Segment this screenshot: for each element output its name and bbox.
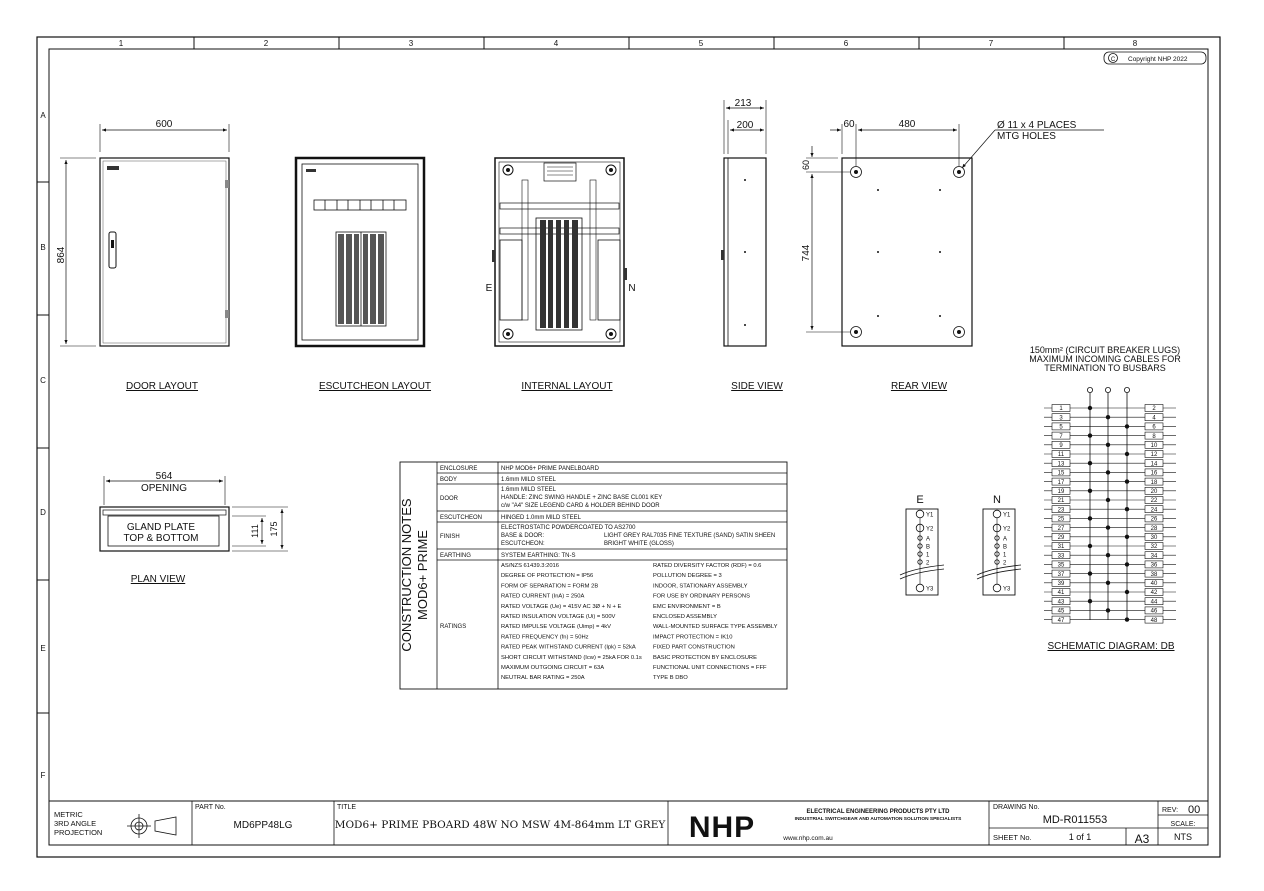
rating-left-item: RATED FREQUENCY (fn) = 50Hz (501, 634, 589, 641)
rating-left-item: RATED IMPULSE VOLTAGE (Uimp) = 4kV (501, 624, 612, 631)
rating-left-item: AS/NZS 61439.3:2016 (501, 563, 560, 569)
notes-value: BRIGHT WHITE (GLOSS) (604, 541, 674, 547)
title-label: TITLE (337, 804, 357, 811)
plan-view (100, 471, 288, 585)
company-website: www.nhp.com.au (783, 835, 833, 842)
bus-connection (1125, 535, 1129, 539)
col-label: 5 (698, 39, 704, 48)
bus-connection (1125, 590, 1129, 594)
bus-connection (1125, 479, 1129, 483)
circuit-number: 6 (1152, 424, 1156, 431)
copyright-text: Copyright NHP 2022 (1128, 56, 1188, 63)
schematic-diagram (1029, 345, 1181, 652)
circuit-number: 15 (1057, 470, 1065, 477)
circuit-number: 26 (1150, 516, 1158, 523)
notes-value: BASE & DOOR: (501, 533, 545, 539)
circuit-number: 46 (1150, 608, 1158, 615)
row-label: C (40, 376, 46, 385)
rating-right-item: FIXED PART CONSTRUCTION (653, 644, 735, 651)
construction-notes (399, 462, 787, 689)
side-view (721, 98, 783, 392)
notes-key: ENCLOSURE (440, 466, 478, 472)
door-layout-label: DOOR LAYOUT (125, 381, 199, 392)
circuit-number: 39 (1057, 581, 1065, 587)
circuit-number: 14 (1150, 461, 1158, 468)
row-label: A (40, 111, 46, 120)
part-no-value: MD6PP48LG (233, 820, 293, 831)
col-label: 2 (263, 39, 269, 48)
bus-connection (1106, 443, 1110, 447)
rating-left-item: RATED INSULATION VOLTAGE (Ui) = 500V (501, 614, 616, 620)
notes-key: FINISH (440, 534, 460, 540)
rear-width-dim: 480 (898, 119, 916, 130)
rating-left-item: MAXIMUM OUTGOING CIRCUIT = 63A (501, 665, 605, 671)
rev-label: REV: (1162, 807, 1179, 814)
cables-note-line: 150mm² (CIRCUIT BREAKER LUGS) (1029, 345, 1181, 355)
notes-key: ESCUTCHEON (440, 515, 483, 521)
circuit-number: 40 (1150, 581, 1158, 587)
bus-connection (1088, 544, 1092, 548)
bus-connection (1088, 571, 1092, 575)
internal-layout-view (486, 158, 636, 392)
part-no-label: PART No. (195, 804, 226, 811)
bus-connection (1125, 562, 1129, 566)
notes-value: LIGHT GREY RAL7035 FINE TEXTURE (SAND) SATIN SHEEN (604, 533, 776, 539)
circuit-number: 32 (1150, 544, 1158, 551)
bar-terminal-label: 1 (1003, 552, 1007, 559)
earth-bar-title: E (916, 494, 924, 506)
bus-connection (1088, 461, 1092, 465)
bus-connection (1088, 599, 1092, 603)
sheet-no-value: 1 of 1 (1068, 832, 1092, 842)
circuit-number: 16 (1150, 470, 1158, 477)
circuit-number: 31 (1057, 544, 1065, 551)
side-depth-outer-dim: 213 (734, 98, 752, 109)
side-depth-inner-dim: 200 (736, 120, 754, 131)
column-labels (119, 39, 1138, 48)
scale-value: NTS (1174, 832, 1192, 842)
circuit-number: 23 (1057, 507, 1065, 514)
copyright (1104, 52, 1206, 64)
row-label: D (40, 508, 46, 517)
circuit-number: 30 (1150, 535, 1158, 541)
bar-terminal-label: Y3 (926, 586, 934, 593)
bar-terminal-label: Y1 (1003, 512, 1011, 519)
circuit-number: 20 (1150, 489, 1158, 495)
plan-depth1-dim: 111 (250, 524, 260, 538)
col-label: 7 (988, 39, 994, 48)
drawing-no-value: MD-R011553 (1042, 814, 1108, 826)
row-labels (40, 111, 46, 780)
col-label: 3 (408, 39, 414, 48)
plan-depth2-dim: 175 (269, 521, 279, 537)
scale-label: SCALE: (1170, 821, 1196, 828)
projection-symbol-icon (127, 814, 176, 838)
notes-value: HANDLE: ZINC SWING HANDLE + ZINC BASE CL001 KEY (501, 495, 663, 501)
neutral-bar-title: N (993, 494, 1001, 506)
notes-subtitle: MOD6+ PRIME (415, 530, 430, 620)
gland-plate-label: GLAND PLATE (126, 522, 196, 533)
projection-line: PROJECTION (54, 828, 103, 837)
rating-left-item: NEUTRAL BAR RATING = 250A (501, 675, 585, 682)
door-height-dim: 864 (56, 246, 67, 264)
notes-value: c/w "A4" SIZE LEGEND CARD & HOLDER BEHIND DOOR (501, 503, 660, 509)
door-width-dim: 600 (155, 119, 173, 130)
projection-line: 3RD ANGLE (54, 819, 97, 828)
col-label: 6 (843, 39, 849, 48)
schematic-label: SCHEMATIC DIAGRAM: DB (1047, 641, 1175, 652)
cables-note-line: MAXIMUM INCOMING CABLES FOR (1029, 354, 1181, 364)
rear-height-dim: 744 (801, 244, 812, 262)
notes-value: ESCUTCHEON: (501, 541, 545, 547)
bus-connection (1125, 424, 1129, 428)
rating-left-item: SHORT CIRCUIT WITHSTAND (Icw) = 25kA FOR 0.1s (501, 654, 642, 661)
notes-key: EARTHING (440, 553, 471, 559)
company-name: ELECTRICAL ENGINEERING PRODUCTS PTY LTD (806, 809, 950, 815)
notes-value: 1.6mm MILD STEEL (501, 487, 557, 493)
rating-right-item: FUNCTIONAL UNIT CONNECTIONS = FFF (653, 665, 767, 671)
bus-connection (1106, 608, 1110, 612)
bus-connection (1125, 452, 1129, 456)
circuit-number: 36 (1150, 562, 1158, 569)
notes-value: NHP MOD6+ PRIME PANELBOARD (501, 466, 599, 472)
bar-terminal-label: Y2 (926, 526, 934, 533)
notes-value: HINGED 1.0mm MILD STEEL (501, 515, 582, 521)
circuit-number: 8 (1152, 433, 1156, 440)
circuit-number: 27 (1057, 525, 1065, 532)
rating-right-item: RATED DIVERSITY FACTOR (RDF) = 0.6 (653, 563, 762, 569)
bar-terminal-label: Y2 (1003, 526, 1011, 533)
rear-top-dim: 60 (801, 159, 811, 171)
notes-key: BODY (440, 477, 458, 483)
circuit-number: 41 (1057, 590, 1065, 597)
circuit-number: 10 (1150, 443, 1158, 449)
sheet-size: A3 (1134, 832, 1150, 846)
rating-right-item: IMPACT PROTECTION = IK10 (653, 634, 733, 641)
notes-value: 1.6mm MILD STEEL (501, 477, 557, 483)
rating-right-item: WALL-MOUNTED SURFACE TYPE ASSEMBLY (653, 624, 778, 631)
bar-terminal (993, 510, 1001, 518)
circuit-number: 47 (1057, 617, 1065, 624)
bar-terminal-label: B (1003, 544, 1008, 551)
col-label: 4 (553, 39, 559, 48)
bar-terminal (916, 584, 924, 592)
circuit-number: 28 (1150, 525, 1158, 532)
rating-left-item: RATED CURRENT (InA) = 250A (501, 593, 585, 600)
rating-right-item: ENCLOSED ASSEMBLY (653, 614, 718, 620)
bar-terminal-label: 2 (926, 560, 930, 567)
notes-title: CONSTRUCTION NOTES (399, 498, 414, 652)
gland-plate-sub: TOP & BOTTOM (123, 533, 199, 544)
bus-connection (1106, 581, 1110, 585)
circuit-number: 45 (1057, 608, 1065, 615)
bar-terminal-label: 1 (926, 552, 930, 559)
rating-left-item: DEGREE OF PROTECTION = IP56 (501, 573, 594, 580)
bar-terminal (993, 584, 1001, 592)
circuit-number: 29 (1057, 535, 1065, 541)
bar-terminal-label: Y1 (926, 512, 934, 519)
bus-connection (1106, 470, 1110, 474)
title-block (49, 801, 1208, 846)
internal-n-label: N (628, 283, 636, 294)
drawing-no-label: DRAWING No. (993, 804, 1040, 811)
circuit-number: 1 (1059, 406, 1063, 413)
circuit-number: 19 (1057, 489, 1065, 495)
rating-right-item: BASIC PROTECTION BY ENCLOSURE (653, 654, 757, 661)
bar-terminal-label: A (926, 536, 931, 543)
notes-key: DOOR (440, 496, 458, 502)
rating-right-item: POLLUTION DEGREE = 3 (653, 573, 722, 580)
bus-connection (1106, 415, 1110, 419)
internal-e-label: E (485, 283, 493, 294)
circuit-number: 22 (1150, 498, 1158, 505)
circuit-number: 25 (1057, 516, 1065, 523)
bus-connection (1106, 498, 1110, 502)
sheet-frame (37, 37, 1220, 857)
rear-edge-dim: 60 (843, 119, 855, 130)
plan-width-dim: 564 (155, 471, 173, 482)
earth-neutral-bars (900, 494, 1021, 595)
rating-right-item: FOR USE BY ORDINARY PERSONS (653, 593, 750, 600)
bar-terminal-label: 2 (1003, 560, 1007, 567)
circuit-number: 17 (1057, 479, 1065, 486)
row-label: B (40, 243, 46, 252)
circuit-number: 48 (1150, 617, 1158, 624)
circuit-number: 42 (1150, 590, 1158, 597)
nhp-logo: NHP (688, 811, 756, 844)
circuit-number: 21 (1057, 498, 1065, 505)
rating-right-item: EMC ENVIRONMENT = B (653, 603, 721, 610)
circuit-number: 33 (1057, 553, 1065, 560)
circuit-number: 3 (1059, 415, 1063, 422)
circuit-number: 44 (1150, 599, 1158, 606)
rating-left-item: RATED PEAK WITHSTAND CURRENT (Ipk) = 52kA (501, 644, 636, 651)
bus-connection (1088, 406, 1092, 410)
circuit-number: 11 (1057, 452, 1065, 459)
circuit-number: 12 (1150, 452, 1158, 459)
circuit-number: 4 (1152, 415, 1156, 422)
circuit-number: 13 (1057, 461, 1065, 468)
cables-note-line: TERMINATION TO BUSBARS (1044, 363, 1166, 373)
circuit-number: 35 (1057, 562, 1065, 569)
holes-note: Ø 11 x 4 PLACES (997, 120, 1077, 131)
circuit-number: 34 (1150, 553, 1158, 560)
bar-terminal-label: A (1003, 536, 1008, 543)
circuit-number: 24 (1150, 507, 1158, 514)
bus-connection (1125, 617, 1129, 621)
rating-left-item: RATED VOLTAGE (Ue) = 415V AC 3Ø + N + E (501, 603, 622, 610)
bus-connection (1125, 507, 1129, 511)
rev-value: 00 (1188, 804, 1201, 816)
copyright-symbol-icon: C (1110, 57, 1116, 63)
drawing-title: MOD6+ PRIME PBOARD 48W NO MSW 4M-864mm LT GREY (334, 819, 666, 831)
busbar-terminal (1124, 387, 1129, 392)
sheet-no-label: SHEET No. (993, 833, 1032, 842)
bus-connection (1088, 489, 1092, 493)
bus-connection (1088, 516, 1092, 520)
circuit-number: 18 (1150, 479, 1158, 486)
bus-connection (1088, 433, 1092, 437)
circuit-number: 2 (1152, 406, 1156, 413)
circuit-number: 5 (1059, 424, 1063, 431)
circuit-number: 37 (1057, 571, 1065, 578)
bus-connection (1106, 553, 1110, 557)
plan-view-label: PLAN VIEW (130, 574, 186, 585)
bar-terminal-label: Y3 (1003, 586, 1011, 593)
circuit-number: 7 (1059, 433, 1063, 440)
escutcheon-layout-view (296, 158, 431, 392)
side-view-label: SIDE VIEW (731, 381, 783, 392)
bar-terminal (916, 510, 924, 518)
door-layout-view (56, 119, 229, 392)
ratings-key: RATINGS (440, 624, 467, 630)
busbar-terminal (1087, 387, 1092, 392)
col-label: 1 (118, 39, 124, 48)
row-label: F (40, 771, 46, 780)
busbar-terminal (1105, 387, 1110, 392)
bar-terminal-label: B (926, 544, 931, 551)
circuit-number: 38 (1150, 571, 1158, 578)
circuit-number: 43 (1057, 599, 1065, 606)
rating-right-item: INDOOR, STATIONARY ASSEMBLY (653, 583, 748, 590)
plan-opening-label: OPENING (140, 483, 188, 494)
row-label: E (40, 644, 46, 653)
holes-subnote: MTG HOLES (997, 131, 1056, 142)
rear-view-label: REAR VIEW (890, 381, 948, 392)
circuit-number: 9 (1059, 443, 1063, 449)
bus-connection (1106, 525, 1110, 529)
internal-layout-label: INTERNAL LAYOUT (521, 381, 613, 392)
notes-value: ELECTROSTATIC POWDERCOATED TO AS2700 (501, 525, 636, 531)
rating-right-item: TYPE B DBO (653, 675, 688, 682)
rating-left-item: FORM OF SEPARATION = FORM 2B (501, 583, 599, 590)
projection-line: METRIC (54, 810, 83, 819)
col-label: 8 (1132, 39, 1138, 48)
company-subtitle: INDUSTRIAL SWITCHGEAR AND AUTOMATION SOLUTION SPECIALISTS (794, 817, 962, 822)
escutcheon-layout-label: ESCUTCHEON LAYOUT (318, 381, 432, 392)
notes-value: SYSTEM EARTHING: TN-S (501, 553, 576, 559)
